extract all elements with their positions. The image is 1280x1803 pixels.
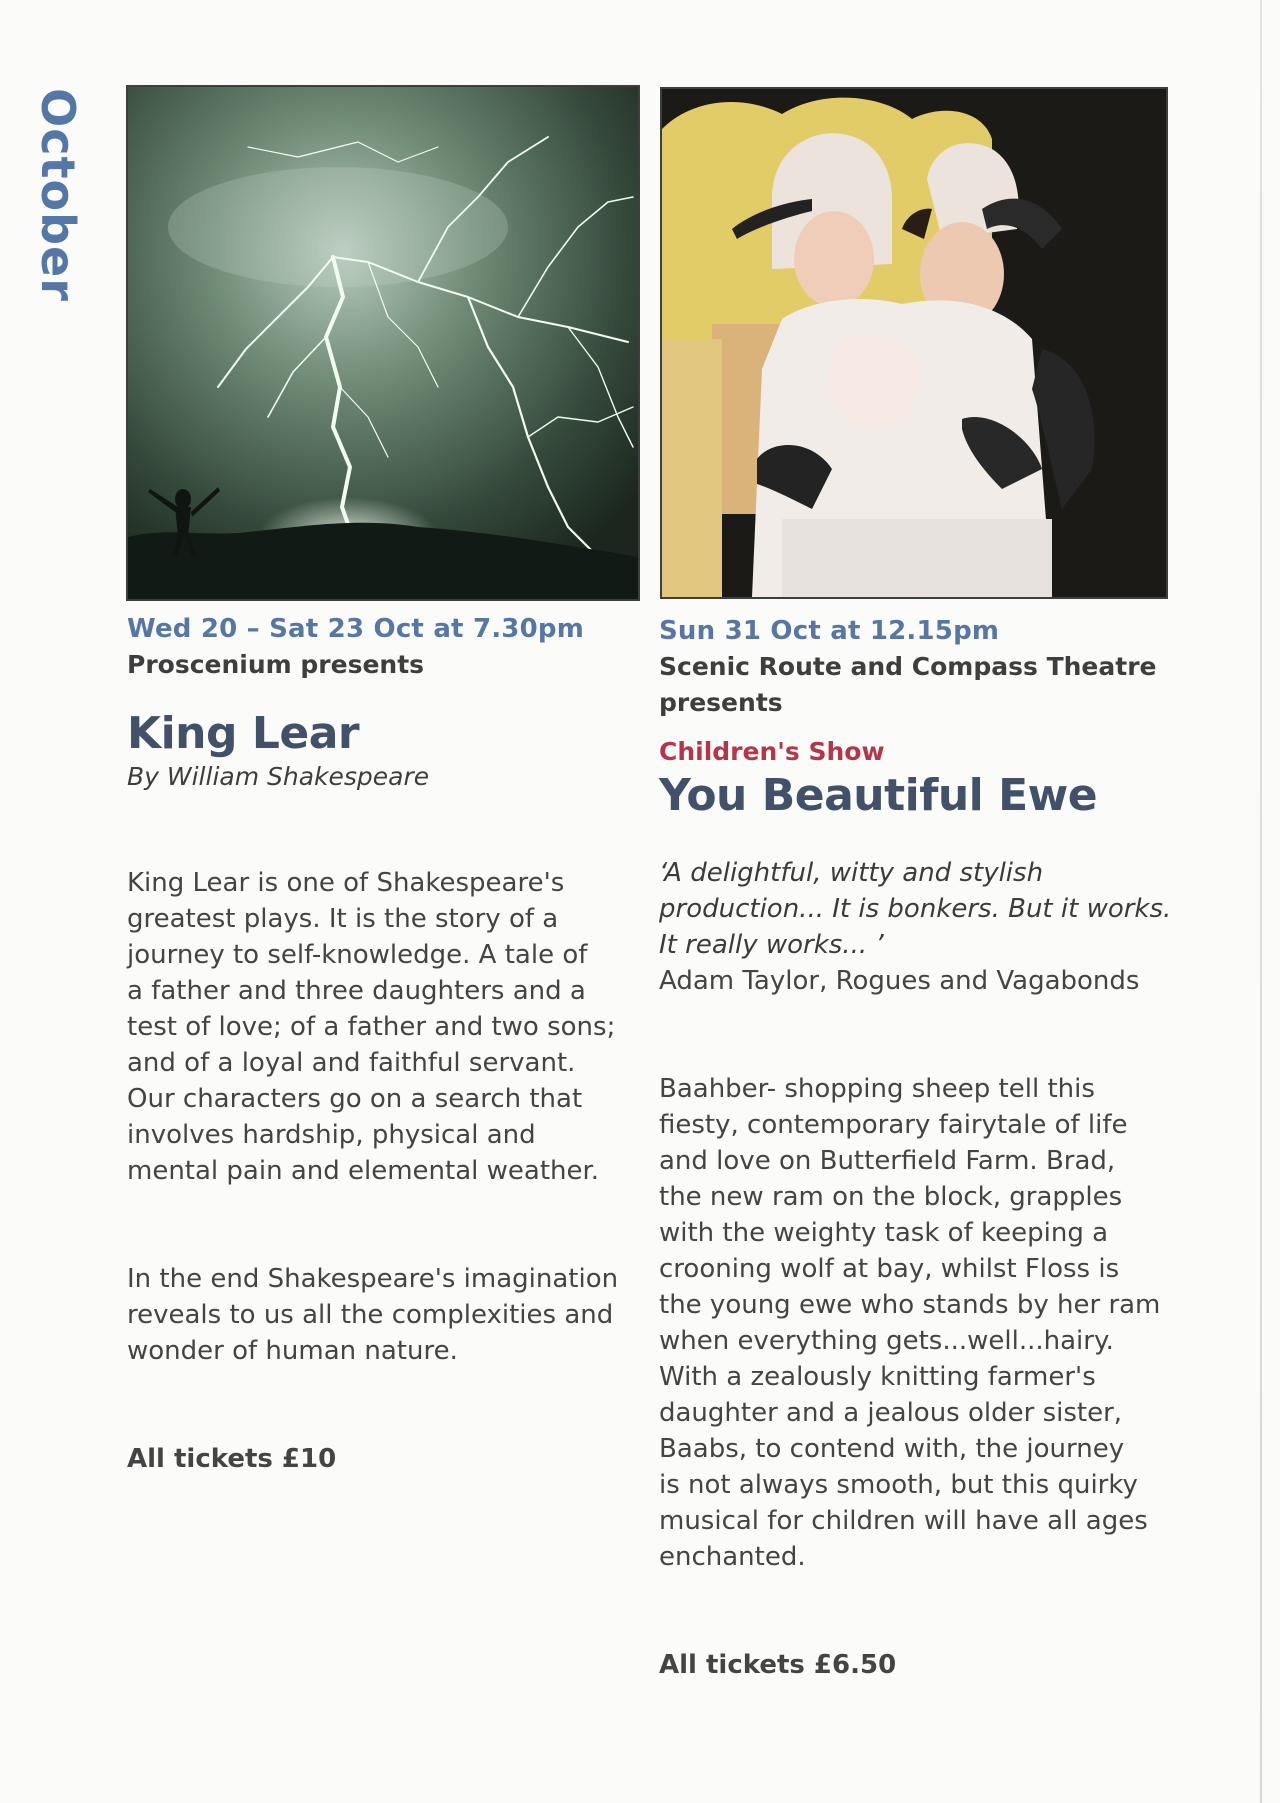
event-description xyxy=(659,1035,1179,1647)
event-king-lear xyxy=(127,611,657,1477)
event-you-beautiful-ewe xyxy=(659,613,1179,1683)
event-date: Sun 31 Oct at 12.15pm xyxy=(659,616,1000,646)
event-description xyxy=(127,829,657,1441)
sheep-costume-actors-photo xyxy=(660,87,1168,599)
description-paragraph: Baahber- shopping sheep tell this fiesty, contemporary fairytale of life and love on Butterfield Farm. Brad, the new ram on the block, grapples with the weighty task of keeping a crooning wolf at bay, whilst Floss is the young ewe who stands by her ram when everything gets...well...hairy. With a zealously knitting farmer's daughter and a jealous older sister, Baabs, to contend with, the journey is not always smooth, but this quirky musical for children will have all ages enchanted. xyxy=(659,1074,1161,1572)
event-date: Wed 20 – Sat 23 Oct at 7.30pm xyxy=(127,614,584,644)
page-edge xyxy=(1260,0,1262,1803)
month-text: October xyxy=(31,88,85,302)
month-label xyxy=(22,85,94,305)
ticket-price: All tickets £10 xyxy=(127,1444,337,1474)
event-presenter: Proscenium presents xyxy=(127,650,425,679)
description-paragraph: In the end Shakespeare's imagination reveals to us all the complexities and wonder of human nature. xyxy=(127,1264,619,1366)
review-source: Adam Taylor, Rogues and Vagabonds xyxy=(659,966,1140,996)
ticket-price: All tickets £6.50 xyxy=(659,1650,897,1680)
description-paragraph: King Lear is one of Shakespeare's greatest plays. It is the story of a journey to self-knowledge. A tale of a father and three daughters and a test of love; of a father and two sons; and of a loyal and faithful servant. Our characters go on a search that involves hardship, physical and mental pain and elemental weather. xyxy=(127,868,616,1186)
review-quote: ‘A delightful, witty and stylish production... It is bonkers. But it works. It really works... ’ xyxy=(659,858,1172,960)
event-byline: By William Shakespeare xyxy=(127,762,430,791)
event-tag: Children's Show xyxy=(659,737,885,766)
event-title: King Lear xyxy=(127,708,360,759)
event-title: You Beautiful Ewe xyxy=(659,770,1098,821)
lightning-storm-photo xyxy=(126,85,640,601)
event-presenter: Scenic Route and Compass Theatre presents xyxy=(659,652,1157,717)
